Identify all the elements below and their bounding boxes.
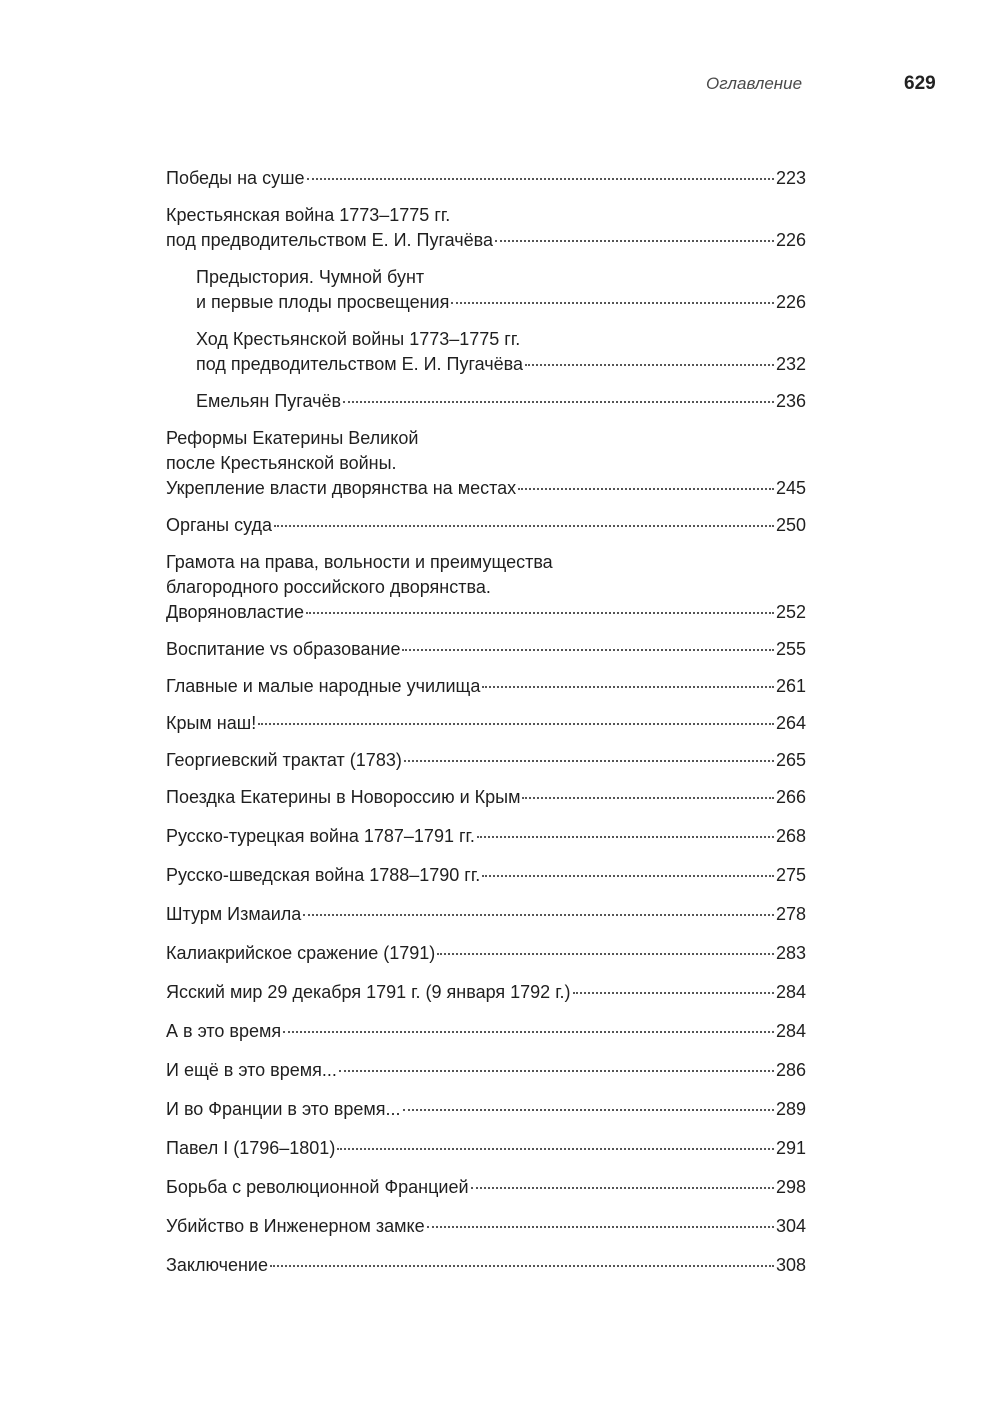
toc-entry-title-line: Георгиевский трактат (1783)	[166, 750, 402, 770]
toc-entry[interactable]	[166, 389, 806, 414]
toc-entry-page: 268	[775, 826, 806, 846]
toc-entry-leader-row	[166, 824, 806, 849]
dot-leader	[482, 875, 774, 877]
toc-entry-title-line: Реформы Екатерины Великой	[166, 428, 419, 448]
toc-entry[interactable]	[166, 637, 806, 662]
dot-leader	[307, 178, 774, 180]
toc-entry-leader-row	[166, 1214, 806, 1239]
toc-entry-page: 226	[775, 230, 806, 250]
dot-leader	[573, 992, 774, 994]
toc-entry-title-line: Павел I (1796–1801)	[166, 1138, 336, 1158]
toc-entry-title-line: Дворяновластие	[166, 602, 305, 622]
dot-leader	[306, 612, 774, 614]
toc-entry-title-line: И во Франции в это время...	[166, 1099, 401, 1119]
page-number: 629	[904, 73, 936, 94]
toc-entry-title-line: под предводительством Е. И. Пугачёва	[166, 230, 494, 250]
toc-entry-page: 304	[775, 1216, 806, 1236]
dot-leader	[477, 836, 774, 838]
toc-entry-leader-row	[166, 166, 806, 191]
dot-leader	[495, 240, 774, 242]
toc-entry-leader-row	[166, 513, 806, 538]
toc-entry-title-line: Крым наш!	[166, 713, 257, 733]
toc-entry-leader-row	[166, 600, 806, 625]
toc-entry[interactable]	[166, 1136, 806, 1161]
toc-entry-page: 255	[775, 639, 806, 659]
toc-entry-page: 284	[775, 982, 806, 1002]
toc-entry-page: 291	[775, 1138, 806, 1158]
toc-entry-leader-row	[166, 980, 806, 1005]
dot-leader	[303, 914, 774, 916]
toc-entry-leader-row	[166, 228, 806, 253]
toc-entry-page: 252	[775, 602, 806, 622]
toc-entry-title-line: Русско-шведская война 1788–1790 гг.	[166, 865, 481, 885]
toc-entry-title-line: Воспитание vs образование	[166, 639, 401, 659]
toc-entry-title-line: И ещё в это время...	[166, 1060, 337, 1080]
toc-entry-page: 264	[775, 713, 806, 733]
toc-entry[interactable]	[166, 748, 806, 773]
toc-entry[interactable]	[166, 166, 806, 191]
toc-entry-leader-row	[166, 476, 806, 501]
dot-leader	[258, 723, 774, 725]
dot-leader	[270, 1265, 774, 1267]
toc-entry-leader-row	[166, 1058, 806, 1083]
toc-entry-leader-row	[166, 637, 806, 662]
toc-entry-leader-row	[166, 785, 806, 810]
dot-leader	[482, 686, 774, 688]
toc-entry[interactable]	[166, 327, 806, 377]
toc-entry-page: 278	[775, 904, 806, 924]
toc-entry-leader-row	[166, 711, 806, 736]
toc-entry-title-line: Поездка Екатерины в Новороссию и Крым	[166, 787, 521, 807]
dot-leader	[402, 649, 773, 651]
dot-leader	[437, 953, 774, 955]
toc-entry-title-line: Емельян Пугачёв	[196, 391, 342, 411]
toc-entry[interactable]	[166, 941, 806, 966]
dot-leader	[403, 1109, 774, 1111]
toc-entry-page: 226	[775, 292, 806, 312]
toc-entry-page: 298	[775, 1177, 806, 1197]
toc-entry-leader-row	[166, 674, 806, 699]
dot-leader	[427, 1226, 774, 1228]
toc-entry-leader-row	[166, 1097, 806, 1122]
toc-entry-title-line: Ясский мир 29 декабря 1791 г. (9 января 1792 г.)	[166, 982, 571, 1002]
toc-entry-page: 232	[775, 354, 806, 374]
toc-entry-title-line: под предводительством Е. И. Пугачёва	[196, 354, 524, 374]
toc-entry[interactable]	[166, 203, 806, 253]
toc-entry-title-line: Борьба с революционной Францией	[166, 1177, 469, 1197]
dot-leader	[518, 488, 774, 490]
toc-entry[interactable]	[166, 1253, 806, 1278]
dot-leader	[451, 302, 774, 304]
dot-leader	[343, 401, 774, 403]
dot-leader	[337, 1148, 774, 1150]
toc-entry-title-line: Ход Крестьянской войны 1773–1775 гг.	[196, 329, 521, 349]
toc-entry[interactable]	[166, 426, 806, 501]
toc-entry-title-line: Предыстория. Чумной бунт	[196, 267, 425, 287]
toc-entry-leader-row	[166, 941, 806, 966]
dot-leader	[339, 1070, 774, 1072]
toc-entry[interactable]	[166, 265, 806, 315]
toc-entry-leader-row	[196, 389, 806, 414]
toc-entry[interactable]	[166, 902, 806, 927]
toc-entry-leader-row	[166, 1136, 806, 1161]
toc-entry-title-line: Укрепление власти дворянства на местах	[166, 478, 517, 498]
toc-entry[interactable]	[166, 550, 806, 625]
toc-entry-leader-row	[166, 1175, 806, 1200]
toc-entry[interactable]	[166, 785, 806, 810]
toc-entry-page: 245	[775, 478, 806, 498]
toc-entry[interactable]	[166, 711, 806, 736]
toc-entry-title-line: и первые плоды просвещения	[196, 292, 450, 312]
toc-entry-leader-row	[196, 352, 806, 377]
toc-entry[interactable]	[166, 1058, 806, 1083]
toc-entry-page: 236	[775, 391, 806, 411]
toc-entry-page: 265	[775, 750, 806, 770]
toc-entry[interactable]	[166, 1175, 806, 1200]
toc-entry-title-line: Штурм Измаила	[166, 904, 302, 924]
toc-entry-title-line: Заключение	[166, 1255, 268, 1275]
toc-entry-title-line: Победы на суше	[166, 168, 305, 188]
toc-entry-title-line: Крестьянская война 1773–1775 гг.	[166, 205, 451, 225]
toc-entry-page: 284	[775, 1021, 806, 1041]
table-of-contents	[166, 166, 806, 1292]
dot-leader	[274, 525, 774, 527]
toc-entry[interactable]	[166, 1214, 806, 1239]
toc-entry-title-line: Главные и малые народные училища	[166, 676, 481, 696]
toc-entry-title-line: Калиакрийское сражение (1791)	[166, 943, 436, 963]
dot-leader	[522, 797, 773, 799]
toc-entry[interactable]	[166, 863, 806, 888]
running-header-title: Оглавление	[706, 74, 803, 93]
toc-entry-page: 308	[775, 1255, 806, 1275]
toc-entry[interactable]	[166, 1097, 806, 1122]
toc-entry-page: 286	[775, 1060, 806, 1080]
dot-leader	[471, 1187, 774, 1189]
toc-entry-leader-row	[166, 1019, 806, 1044]
dot-leader	[283, 1031, 774, 1033]
toc-entry-leader-row	[166, 1253, 806, 1278]
toc-entry-page: 223	[775, 168, 806, 188]
toc-entry-page: 266	[775, 787, 806, 807]
toc-entry-page: 283	[775, 943, 806, 963]
toc-entry-title-line: Русско-турецкая война 1787–1791 гг.	[166, 826, 475, 846]
toc-entry-title-line: после Крестьянской войны.	[166, 453, 397, 473]
toc-entry-page: 250	[775, 515, 806, 535]
toc-entry-page: 289	[775, 1099, 806, 1119]
toc-entry-leader-row	[166, 902, 806, 927]
dot-leader	[404, 760, 774, 762]
toc-entry-title-line: Грамота на права, вольности и преимущества	[166, 552, 553, 572]
dot-leader	[525, 364, 774, 366]
toc-entry[interactable]	[166, 824, 806, 849]
toc-entry[interactable]	[166, 513, 806, 538]
toc-entry-title-line: Убийство в Инженерном замке	[166, 1216, 425, 1236]
toc-entry[interactable]	[166, 674, 806, 699]
toc-entry-title-line: А в это время	[166, 1021, 282, 1041]
toc-entry[interactable]	[166, 1019, 806, 1044]
toc-entry-leader-row	[166, 748, 806, 773]
toc-entry-title-line: благородного российского дворянства.	[166, 577, 491, 597]
toc-entry-leader-row	[166, 863, 806, 888]
toc-entry-page: 261	[775, 676, 806, 696]
toc-entry-leader-row	[196, 290, 806, 315]
toc-entry-title-line: Органы суда	[166, 515, 272, 535]
toc-entry-page: 275	[775, 865, 806, 885]
toc-entry[interactable]	[166, 980, 806, 1005]
